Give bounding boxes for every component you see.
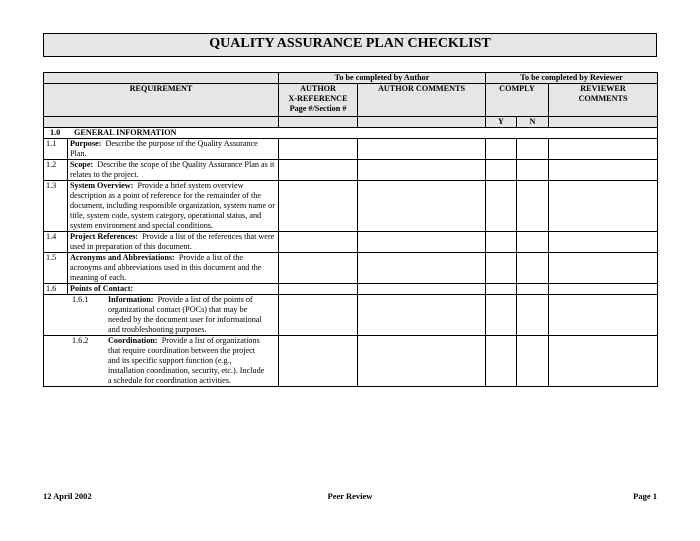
xref-header-line3: Page #/Section # — [289, 104, 347, 113]
row-number: 1.3 — [44, 181, 68, 232]
xref-cell[interactable] — [279, 284, 358, 295]
subrequirement-desc: Provide a list of the points of organizational contact (POCs) that may be needed by the document user for informational and troubleshooting purposes. — [108, 295, 262, 334]
comply-no-cell[interactable] — [517, 284, 549, 295]
reviewer-group-header: To be completed by Reviewer — [486, 73, 658, 84]
comply-no-cell[interactable] — [517, 336, 549, 387]
row-number: 1.1 — [44, 139, 68, 160]
requirement-term: System Overview: — [70, 181, 134, 190]
comply-yes-cell[interactable] — [486, 284, 517, 295]
footer-status: Peer Review — [327, 491, 373, 501]
reviewer-comments-line1: REVIEWER — [580, 84, 626, 93]
table-subrow — [44, 295, 658, 336]
requirement-desc: Describe the purpose of the Quality Assurance Plan. — [70, 139, 258, 158]
reviewer-comments-cell[interactable] — [549, 181, 658, 232]
requirement-header: REQUIREMENT — [44, 84, 279, 117]
xref-header-line1: AUTHOR — [300, 84, 336, 93]
subrow-number: 1.6.2 — [72, 336, 89, 345]
row-number: 1.4 — [44, 232, 68, 253]
author-comments-cell[interactable] — [358, 160, 486, 181]
reviewer-comments-cell[interactable] — [549, 139, 658, 160]
reviewer-comments-cell[interactable] — [549, 160, 658, 181]
section-label: GENERAL INFORMATION — [74, 128, 177, 137]
comply-no-cell[interactable] — [517, 253, 549, 284]
comply-no-cell[interactable] — [517, 295, 549, 336]
row-number: 1.5 — [44, 253, 68, 284]
comply-yes-cell[interactable] — [486, 232, 517, 253]
subrequirement-cell — [44, 336, 279, 387]
comply-no-cell[interactable] — [517, 232, 549, 253]
footer-date: 12 April 2002 — [43, 491, 92, 501]
reviewer-comments-cell[interactable] — [549, 336, 658, 387]
comply-no-header: N — [517, 117, 549, 128]
blank-subheader-xref — [279, 117, 358, 128]
table-row — [44, 232, 658, 253]
reviewer-comments-cell[interactable] — [549, 284, 658, 295]
requirement-desc: Provide a brief system overview description as a point of reference for the remainder of the document, including responsible organization, system name or title, system code, system category, operational status, and system environment and special conditions. — [70, 181, 275, 230]
author-comments-cell[interactable] — [358, 284, 486, 295]
requirement-term: Points of Contact: — [70, 284, 134, 293]
requirement-cell — [68, 181, 279, 232]
xref-header — [279, 84, 358, 117]
table-row — [44, 139, 658, 160]
author-comments-cell[interactable] — [358, 139, 486, 160]
subrequirement-term: Coordination: — [108, 336, 158, 345]
comply-yes-cell[interactable] — [486, 181, 517, 232]
comply-yes-cell[interactable] — [486, 253, 517, 284]
table-row — [44, 160, 658, 181]
reviewer-comments-cell[interactable] — [549, 295, 658, 336]
blank-subheader-reviewer — [549, 117, 658, 128]
xref-cell[interactable] — [279, 139, 358, 160]
requirement-term: Project References: — [70, 232, 139, 241]
xref-cell[interactable] — [279, 232, 358, 253]
reviewer-comments-cell[interactable] — [549, 232, 658, 253]
xref-cell[interactable] — [279, 253, 358, 284]
comply-yes-header: Y — [486, 117, 517, 128]
author-comments-cell[interactable] — [358, 253, 486, 284]
section-number: 1.0 — [50, 128, 61, 137]
xref-cell[interactable] — [279, 181, 358, 232]
comply-yes-cell[interactable] — [486, 295, 517, 336]
blank-group-header — [44, 73, 279, 84]
requirement-cell — [68, 284, 279, 295]
author-group-header: To be completed by Author — [279, 73, 486, 84]
author-comments-cell[interactable] — [358, 181, 486, 232]
footer-page-number: Page 1 — [633, 491, 657, 501]
comply-no-cell[interactable] — [517, 181, 549, 232]
comply-yes-cell[interactable] — [486, 139, 517, 160]
requirement-cell — [68, 232, 279, 253]
table-row — [44, 253, 658, 284]
blank-subheader — [44, 117, 279, 128]
xref-header-line2: X-REFERENCE — [288, 94, 348, 103]
reviewer-comments-line2: COMMENTS — [578, 94, 628, 103]
requirement-desc: Provide a list of the acronyms and abbreviations used in this document and the meaning of each. — [70, 253, 262, 282]
requirement-term: Scope: — [70, 160, 94, 169]
reviewer-comments-cell[interactable] — [549, 253, 658, 284]
comply-no-cell[interactable] — [517, 139, 549, 160]
requirement-cell — [68, 253, 279, 284]
comply-yes-cell[interactable] — [486, 160, 517, 181]
comply-no-cell[interactable] — [517, 160, 549, 181]
requirement-cell — [68, 139, 279, 160]
requirement-term: Acronyms and Abbreviations: — [70, 253, 175, 262]
author-comments-cell[interactable] — [358, 295, 486, 336]
author-comments-header: AUTHOR COMMENTS — [358, 84, 486, 117]
xref-cell[interactable] — [279, 295, 358, 336]
subrequirement-desc: Provide a list of organizations that require coordination between the project and its specific support function (e.g., installation coordination, security, etc.). Include a schedule for coordination activities. — [108, 336, 265, 385]
subrequirement-cell — [44, 295, 279, 336]
checklist-table — [43, 72, 658, 387]
section-heading — [44, 128, 658, 139]
comply-yes-cell[interactable] — [486, 336, 517, 387]
author-comments-cell[interactable] — [358, 232, 486, 253]
comply-header: COMPLY — [486, 84, 549, 117]
requirement-term: Purpose: — [70, 139, 102, 148]
reviewer-comments-header — [549, 84, 658, 117]
requirement-desc: Describe the scope of the Quality Assurance Plan as it relates to the project. — [70, 160, 275, 179]
table-row — [44, 284, 658, 295]
subrow-number: 1.6.1 — [72, 295, 89, 304]
author-comments-cell[interactable] — [358, 336, 486, 387]
row-number: 1.6 — [44, 284, 68, 295]
subrequirement-term: Information: — [108, 295, 154, 304]
xref-cell[interactable] — [279, 160, 358, 181]
table-subrow — [44, 336, 658, 387]
row-number: 1.2 — [44, 160, 68, 181]
xref-cell[interactable] — [279, 336, 358, 387]
blank-subheader-comments — [358, 117, 486, 128]
requirement-desc: Provide a list of the references that were used in preparation of this document. — [70, 232, 275, 251]
document-title: QUALITY ASSURANCE PLAN CHECKLIST — [43, 33, 657, 57]
table-row — [44, 181, 658, 232]
requirement-cell — [68, 160, 279, 181]
